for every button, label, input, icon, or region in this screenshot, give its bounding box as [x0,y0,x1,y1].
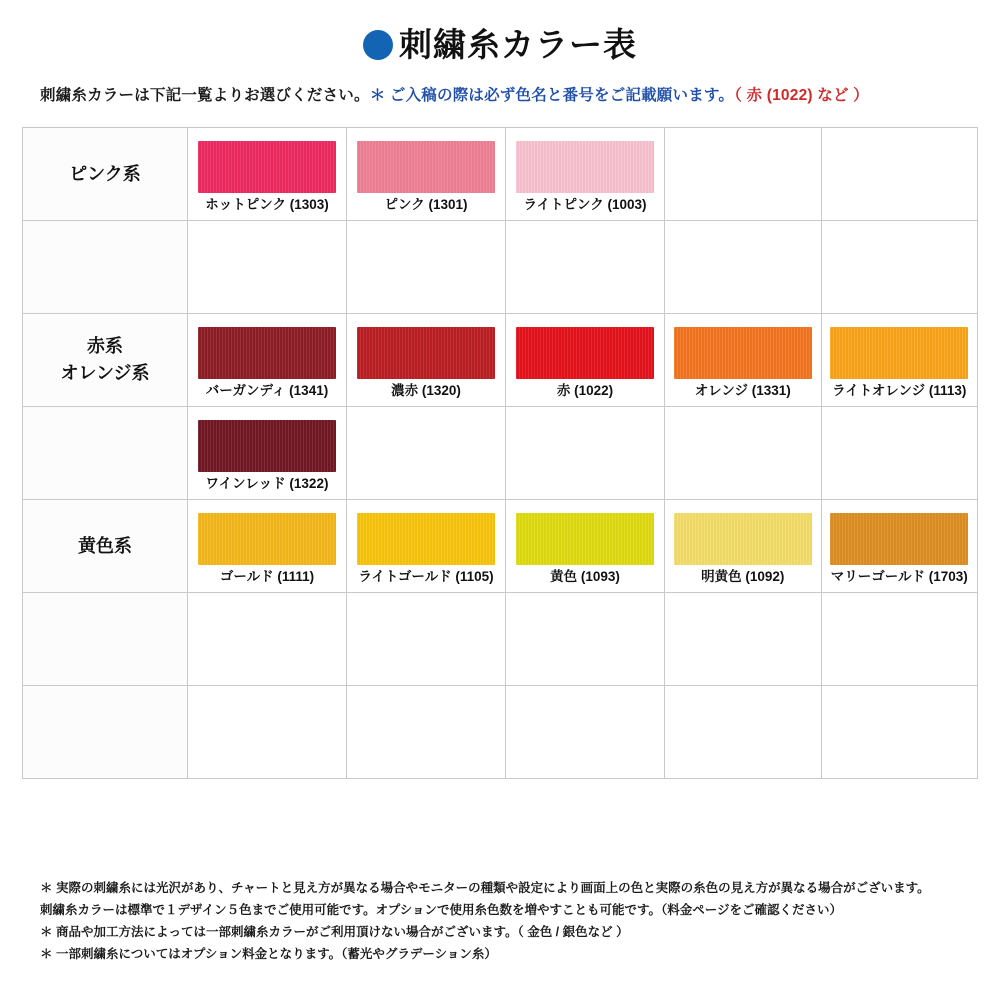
color-swatch [357,327,495,379]
swatch-label: ワインレッド (1322) [205,476,329,492]
table-row [23,500,978,593]
swatch-cell[interactable] [506,314,665,407]
empty-cell [506,407,665,500]
color-swatch [357,141,495,193]
category-cell-empty [23,221,188,314]
swatch-cell[interactable] [821,500,978,593]
empty-cell [821,128,978,221]
swatch-cell[interactable] [347,500,506,593]
swatch-label: ライトピンク (1003) [523,197,647,213]
color-swatch [830,513,968,565]
swatch-cell[interactable] [188,128,347,221]
table-row [23,407,978,500]
empty-cell [821,593,978,686]
color-swatch [516,327,654,379]
lead-part2: ＊ ご入稿の際は必ず色名と番号をご記載願います。 [369,87,735,104]
footnote-line-2: 刺繍糸カラーは標準で１デザイン５色までご使用可能です。オプションで使用糸色数を増やすことも可能です。（料金ページをご確認ください） [40,902,843,917]
empty-cell [665,407,822,500]
swatch-cell[interactable] [347,314,506,407]
swatch-label: 濃赤 (1320) [391,383,461,399]
empty-cell [821,221,978,314]
lead-text [40,83,1000,105]
color-table-wrap [22,127,978,779]
swatch-cell[interactable] [188,407,347,500]
color-swatch [198,327,336,379]
color-swatch [830,327,968,379]
empty-cell [821,686,978,779]
table-row [23,221,978,314]
empty-cell [347,686,506,779]
lead-part3: （ 赤 (1022) など ） [734,87,869,104]
color-swatch [516,141,654,193]
swatch-cell[interactable] [821,314,978,407]
swatch-label: ゴールド (1111) [219,569,315,585]
swatch-label: マリーゴールド (1703) [830,569,968,585]
swatch-cell[interactable] [506,500,665,593]
empty-cell [347,221,506,314]
category-cell-empty [23,686,188,779]
table-row [23,128,978,221]
bullet-icon [363,30,393,60]
swatch-cell[interactable] [188,314,347,407]
empty-cell [665,593,822,686]
color-swatch [674,513,812,565]
empty-cell [665,686,822,779]
empty-cell [506,686,665,779]
empty-cell [506,593,665,686]
swatch-label: オレンジ (1331) [694,383,791,399]
swatch-cell[interactable] [347,128,506,221]
empty-cell [506,221,665,314]
swatch-cell[interactable] [506,128,665,221]
footnote-line-4: ＊ 一部刺繍糸についてはオプション料金となります。（蓄光やグラデーション糸） [40,946,497,961]
swatch-label: ライトオレンジ (1113) [832,383,967,399]
empty-cell [821,407,978,500]
empty-cell [188,221,347,314]
empty-cell [188,593,347,686]
empty-cell [347,407,506,500]
swatch-label: バーガンディ (1341) [205,383,329,399]
empty-cell [665,221,822,314]
category-cell-red-orange [23,314,188,407]
table-row [23,314,978,407]
swatch-label: ピンク (1301) [384,197,468,213]
swatch-label: ホットピンク (1303) [205,197,329,213]
category-line-1: 赤系 [87,336,123,356]
color-table [22,127,978,779]
color-swatch [198,513,336,565]
category-cell-empty [23,407,188,500]
category-cell-yellow: 黄色系 [23,500,188,593]
footnote-line-3: ＊ 商品や加工方法によっては一部刺繍糸カラーがご利用頂けない場合がございます。（ 金色 / 銀色など ） [40,924,629,939]
table-row [23,593,978,686]
swatch-label: 明黄色 (1092) [701,569,785,585]
empty-cell [347,593,506,686]
page-title-text: 刺繍糸カラー表 [399,26,637,63]
footnotes [40,878,930,966]
color-swatch [357,513,495,565]
swatch-cell[interactable] [665,500,822,593]
swatch-label: 黄色 (1093) [550,569,620,585]
footnote-line-1: ＊ 実際の刺繍糸には光沢があり、チャートと見え方が異なる場合やモニターの種類や設定により画面上の色と実際の糸色の見え方が異なる場合がございます。 [40,881,930,895]
swatch-label: 赤 (1022) [556,383,614,399]
lead-part1: 刺繍糸カラーは下記一覧よりお選びください。 [40,87,370,104]
page-title [0,0,1000,61]
swatch-label: ライトゴールド (1105) [358,569,494,585]
category-cell-empty [23,593,188,686]
table-row [23,686,978,779]
category-cell-pink: ピンク系 [23,128,188,221]
color-swatch [674,327,812,379]
color-swatch [516,513,654,565]
swatch-cell[interactable] [665,314,822,407]
category-line-2: オレンジ系 [60,363,150,383]
swatch-cell[interactable] [188,500,347,593]
color-swatch [198,420,336,472]
empty-cell [665,128,822,221]
empty-cell [188,686,347,779]
color-swatch [198,141,336,193]
